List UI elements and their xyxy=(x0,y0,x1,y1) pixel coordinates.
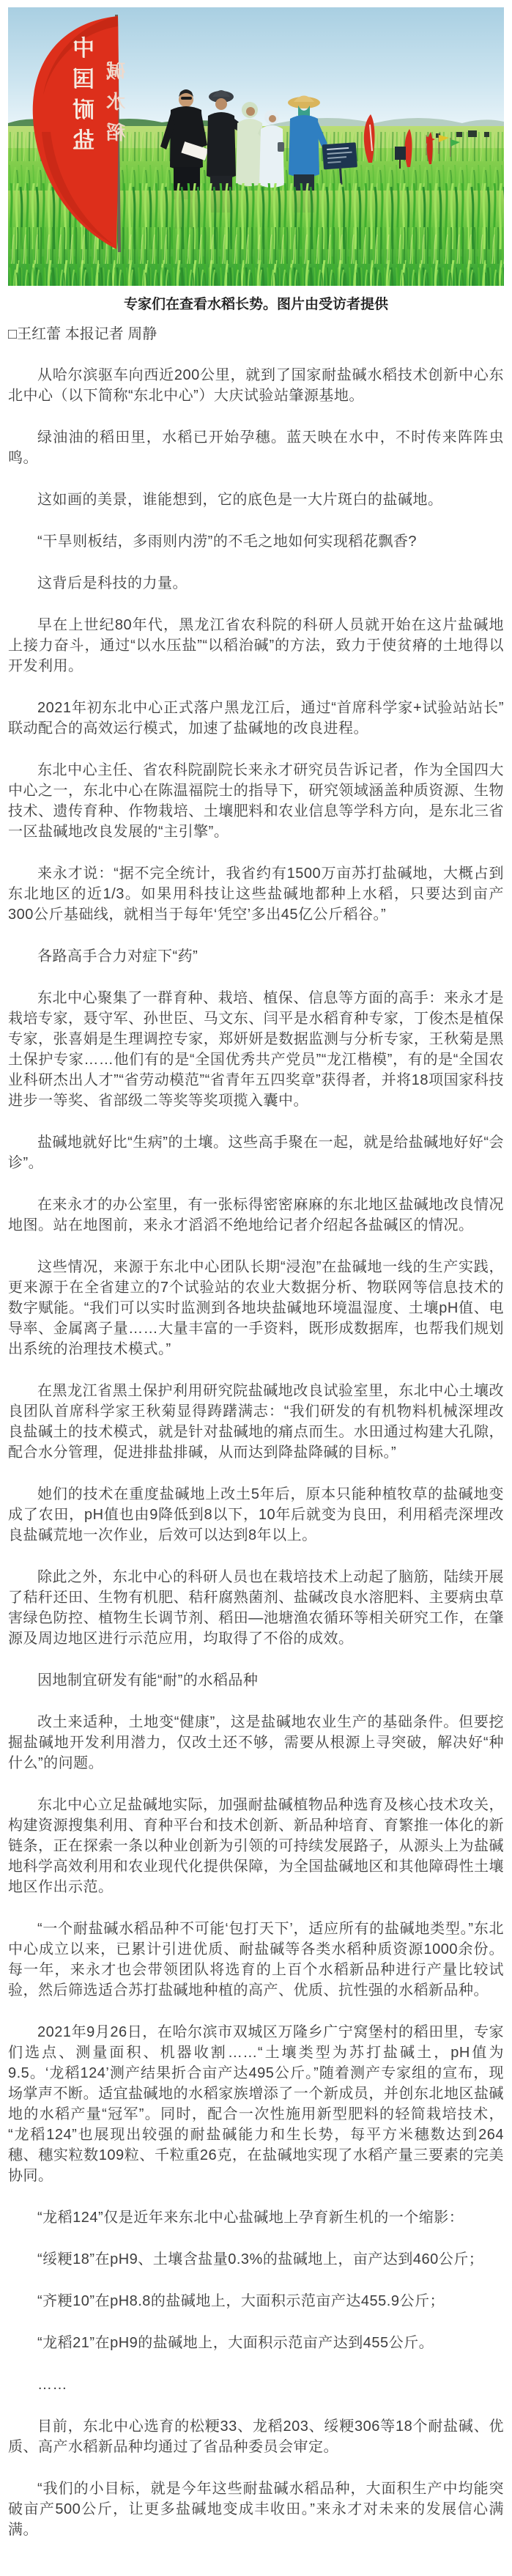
article-photo xyxy=(8,7,504,286)
article-paragraph: 目前，东北中心选育的松粳33、龙稻203、绥粳306等18个耐盐碱、优质、高产水稻新品种均通过了省品种委员会审定。 xyxy=(8,2418,504,2455)
flag-character: 国 xyxy=(73,67,94,92)
flag-character: 盐 xyxy=(73,129,94,153)
article-paragraph: 来永才说：“据不完全统计，我省约有1500万亩苏打盐碱地，大概占到东北地区的近1/3。如果用科技让这些盐碱地都种上水稻，只要达到亩产300公斤基础线，就相当于每年‘凭空’多出45亿公斤稻谷。” xyxy=(8,866,504,923)
article-paragraph: 她们的技术在重度盐碱地上改土5年后，原本只能种植牧草的盐碱地变成了农田，pH值也由9降低到8以下，10年后就变为良田，利用稻壳深埋改良盐碱荒地一次作业，后效可以达到8年以上。 xyxy=(8,1486,504,1543)
article-paragraph: 早在上世纪80年代，黑龙江省农科院的科研人员就开始在这片盐碱地上接力奋斗，通过“以水压盐”“以稻治碱”的方法，致力于使贫瘠的土地得以开发利用。 xyxy=(8,617,504,674)
article-paragraph: 这些情况，来源于东北中心团队长期“浸泡”在盐碱地一线的生产实践，更来源于在全省建立的7个试验站的农业大数据分析、物联网等信息技术的数字赋能。“我们可以实时监测到各地块盐碱地环境温湿度、土壤pH值、电导率、金属离子量……大量丰富的一手资料，既形成数据库，也帮我们规划出系统的治理技术模式。” xyxy=(8,1259,504,1357)
article-paragraph: 东北中心聚集了一群育种、栽培、植保、信息等方面的高手：来永才是栽培专家，聂守军、孙世臣、马文东、闫平是水稻育种专家，丁俊杰是植保专家，张喜娟是生理调控专家，郑妍妍是数据监测与分析专家，王秋菊是黑土保护专家……他们有的是“全国优秀共产党员”“龙江楷模”，有的是“全国农业科研杰出人才”“省劳动模范”“省青年五四奖章”获得者，并将18项国家科技进步一等奖、省部级二等奖等奖项揽入囊中。 xyxy=(8,990,504,1109)
article-paragraph: 从哈尔滨驱车向西近200公里，就到了国家耐盐碱水稻技术创新中心东北中心（以下简称“东北中心”）大庆试验站肇源基地。 xyxy=(8,367,504,404)
article-paragraph: “干旱则板结，多雨则内涝”的不毛之地如何实现稻花飘香? xyxy=(37,534,417,550)
flag-character: 中 xyxy=(73,37,94,61)
article-paragraph: 改土来适种，土地变“健康”，这是盐碱地农业生产的基础条件。但要挖掘盐碱地开发利用潜力，仅改土还不够，需要从根源上寻突破，解决好“种什么”的问题。 xyxy=(8,1714,504,1771)
byline: □王红蕾 本报记者 周静 xyxy=(8,326,157,342)
article-paragraph: “龙稻21”在pH9的盐碱地上，大面积示范亩产达到455公斤。 xyxy=(37,2335,434,2351)
section-subheading: 因地制宜研发有能“耐”的水稻品种 xyxy=(37,1672,259,1689)
article-paragraph: 在黑龙江省黑土保护利用研究院盐碱地改良试验室里，东北中心土壤改良团队首席科学家王秋菊显得踌躇满志：“我们研发的有机物料机械深埋改良盐碱土的技术模式，就是针对盐碱地的痛点而生。水田通过构建大孔隙，配合水分管理，促进排盐排碱，从而达到降盐降碱的目标。” xyxy=(8,1383,504,1461)
article-paragraph: 盐碱地就好比“生病”的土壤。这些高手聚在一起，就是给盐碱地好好“会诊”。 xyxy=(8,1134,504,1171)
article-paragraph: 这如画的美景，谁能想到，它的底色是一大片斑白的盐碱地。 xyxy=(37,492,443,508)
flag-character: 耐 xyxy=(73,98,94,122)
flag-character: 碱 xyxy=(105,60,125,82)
article-paragraph: …… xyxy=(37,2377,67,2393)
article-paragraph: 东北中心立足盐碱地实际，加强耐盐碱植物品种选育及核心技术攻关，构建资源搜集利用、育种平台和技术创新、新品种培育、育繁推一体化的新链条，正在探索一条以种业创新为引领的可持续发展路子，从源头上为盐碱地科学高效利用和农业现代化提供保障，为全国盐碱地区和其他障碍性土壤地区作出示范。 xyxy=(8,1797,504,1895)
section-subheading: 各路高手合力对症下“药” xyxy=(37,948,199,964)
photo-caption: 专家们在查看水稻长势。图片由受访者提供 xyxy=(123,297,388,312)
flag-character: 水 xyxy=(105,91,125,113)
article-paragraph: “龙稻124”仅是近年来东北中心盐碱地上孕育新生机的一个缩影： xyxy=(37,2210,464,2226)
article-paragraph: “我们的小目标，就是今年这些耐盐碱水稻品种，大面积生产中均能突破亩产500公斤，让更多盐碱地变成丰收田。”来永才对未来的发展信心满满。 xyxy=(8,2481,504,2538)
article-paragraph: 2021年9月26日，在哈尔滨市双城区万隆乡广宁窝堡村的稻田里，专家们选点、测量面积、机器收割……“土壤类型为苏打盐碱土，pH值为9.5。‘龙稻124’测产结果折合亩产达495公斤。”随着测产专家组的宣布，现场掌声不断。适宜盐碱地的水稻家族增添了一个新成员，并创东北地区盐碱地的水稻产量“冠军”。同时，配合一次性施用新型肥料的轻简栽培技术，“龙稻124”也展现出较强的耐盐碱能力和生长势，每平方米穗数达到264穗、穗实粒数109粒、千粒重26克，在盐碱地实现了水稻产量三要素的完美协同。 xyxy=(8,2024,504,2184)
photo-illustration xyxy=(8,7,504,286)
foreground-grass-2 xyxy=(8,227,504,286)
article-paragraph: 东北中心主任、省农科院副院长来永才研究员告诉记者，作为全国四大中心之一，东北中心在陈温福院士的指导下，研究领域涵盖种质资源、生物技术、遗传育种、作物栽培、土壤肥料和农业信息等学科方向，是东北三省一区盐碱地改良发展的“主引擎”。 xyxy=(8,762,504,840)
article-paragraph: 这背后是科技的力量。 xyxy=(37,575,188,591)
article-body xyxy=(8,365,504,2540)
flag-character: 稻 xyxy=(105,122,125,144)
article-paragraph: 绿油油的稻田里，水稻已开始孕穗。蓝天映在水中，不时传来阵阵虫鸣。 xyxy=(8,429,504,466)
article-paragraph: 除此之外，东北中心的科研人员也在栽培技术上动起了脑筋，陆续开展了秸秆还田、生物有机肥、秸秆腐熟菌剂、盐碱改良水溶肥料、主要病虫草害绿色防控、植物生长调节剂、稻田—池塘渔农循环等相关研究工作，在肇源及周边地区进行示范应用，均取得了不俗的成效。 xyxy=(8,1569,504,1647)
article-paragraph: “齐粳10”在pH8.8的盐碱地上，大面积示范亩产达455.9公斤； xyxy=(37,2293,445,2309)
article-paragraph: “一个耐盐碱水稻品种不可能‘包打天下’，适应所有的盐碱地类型。”东北中心成立以来，已累计引进优质、耐盐碱等各类水稻种质资源1000余份。每一年，来永才也会带领团队将选育的上百个水稻新品种进行产量比较试验，然后筛选适合苏打盐碱地种植的高产、优质、抗性强的水稻新品种。 xyxy=(8,1921,504,1999)
article-paragraph: 2021年初东北中心正式落户黑龙江后，通过“首席科学家+试验站站长”联动配合的高效运行模式，加速了盐碱地的改良进程。 xyxy=(8,700,504,737)
article-paragraph: 在来永才的办公室里，有一张标得密密麻麻的东北地区盐碱地改良情况地图。站在地图前，来永才滔滔不绝地给记者介绍起各盐碱区的情况。 xyxy=(8,1197,504,1233)
article-paragraph: “绥粳18”在pH9、土壤含盐量0.3%的盐碱地上，亩产达到460公斤； xyxy=(37,2251,484,2267)
